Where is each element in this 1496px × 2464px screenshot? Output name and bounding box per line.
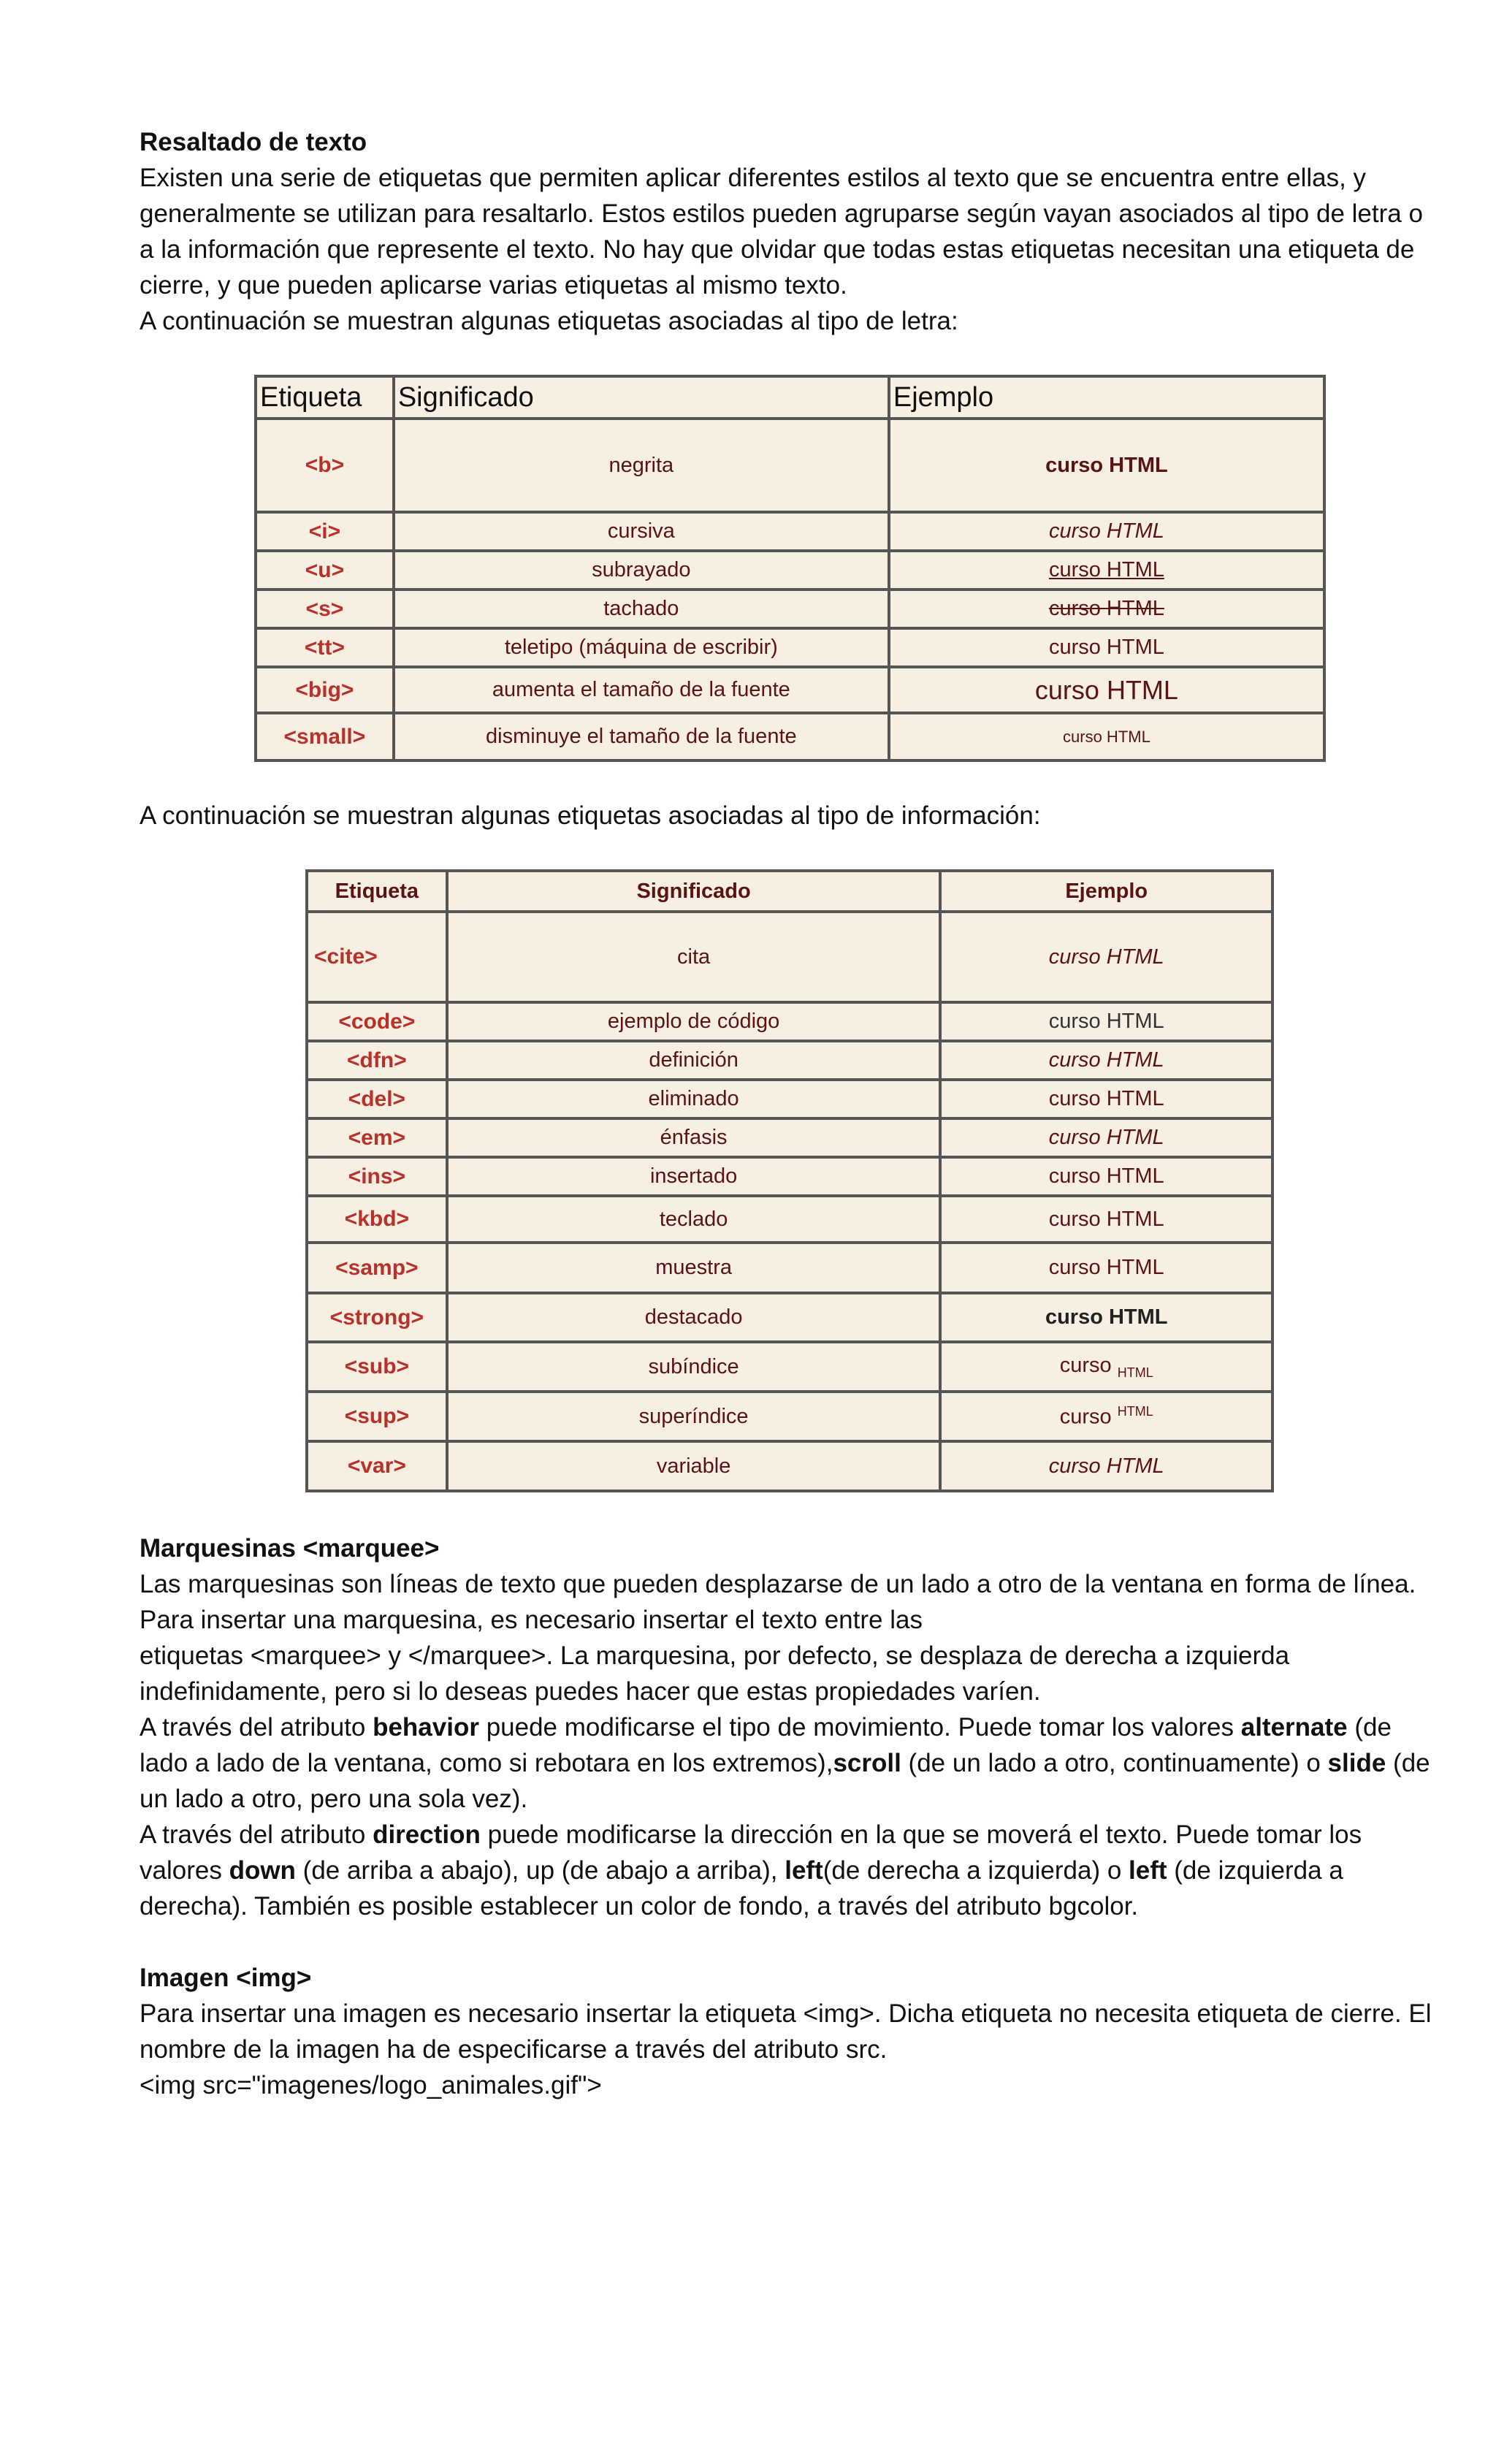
example-cell: curso HTML bbox=[940, 1080, 1272, 1118]
tag-cell: <cite> bbox=[307, 912, 447, 1002]
meaning-cell: subíndice bbox=[447, 1342, 941, 1392]
example-cell bbox=[940, 1342, 1272, 1392]
tag-cell: <u> bbox=[256, 551, 394, 590]
paragraph: A continuación se muestran algunas etiquetas asociadas al tipo de letra: bbox=[140, 307, 958, 335]
example-cell: curso HTML bbox=[940, 1196, 1272, 1243]
keyword: behavior bbox=[373, 1713, 479, 1742]
header-cell: Significado bbox=[394, 376, 889, 419]
meaning-cell: énfasis bbox=[447, 1118, 941, 1157]
tag-cell: <sub> bbox=[307, 1342, 447, 1392]
paragraph: etiquetas <marquee> y </marquee>. La marquesina, por defecto, se desplaza de derecha a izquierda indefinidamente, pero si lo deseas puedes hacer que estas propiedades varíen. bbox=[140, 1641, 1290, 1706]
meaning-cell: subrayado bbox=[394, 551, 889, 590]
example-cell bbox=[940, 1392, 1272, 1441]
tag-cell: <var> bbox=[307, 1441, 447, 1491]
meaning-cell: cursiva bbox=[394, 512, 889, 551]
keyword: left bbox=[1129, 1856, 1167, 1885]
table-row bbox=[307, 912, 1272, 1002]
section-title: Marquesinas <marquee> bbox=[140, 1534, 440, 1563]
meaning-cell: muestra bbox=[447, 1243, 941, 1293]
code-line: <img src="imagenes/logo_animales.gif"> bbox=[140, 2071, 602, 2099]
paragraph: Para insertar una imagen es necesario insertar la etiqueta <img>. Dicha etiqueta no necesita etiqueta de cierre. El nombre de la imagen ha de especificarse a través del atributo src. bbox=[140, 1999, 1432, 2064]
table-row bbox=[307, 1118, 1272, 1157]
tag-cell: <dfn> bbox=[307, 1041, 447, 1080]
meaning-cell: destacado bbox=[447, 1293, 941, 1342]
table-row bbox=[307, 1441, 1272, 1491]
header-cell: Etiqueta bbox=[307, 871, 447, 912]
tag-cell: <del> bbox=[307, 1080, 447, 1118]
example-base: curso bbox=[1059, 1353, 1112, 1377]
header-cell: Ejemplo bbox=[940, 871, 1272, 912]
tag-cell: <tt> bbox=[256, 628, 394, 667]
example-cell: curso HTML bbox=[940, 1118, 1272, 1157]
meaning-cell: ejemplo de código bbox=[447, 1002, 941, 1041]
tag-cell: <s> bbox=[256, 590, 394, 628]
meaning-cell: variable bbox=[447, 1441, 941, 1491]
keyword: left bbox=[785, 1856, 823, 1885]
table-row bbox=[256, 512, 1324, 551]
table-row bbox=[307, 1293, 1272, 1342]
table-row bbox=[307, 1080, 1272, 1118]
table-row bbox=[307, 1342, 1272, 1392]
example-cell: curso HTML bbox=[889, 419, 1324, 512]
font-tags-table bbox=[254, 375, 1326, 762]
keyword: direction bbox=[373, 1820, 481, 1849]
example-cell: curso HTML bbox=[889, 667, 1324, 713]
meaning-cell: definición bbox=[447, 1041, 941, 1080]
header-cell: Significado bbox=[447, 871, 941, 912]
meaning-cell: negrita bbox=[394, 419, 889, 512]
meaning-cell: eliminado bbox=[447, 1080, 941, 1118]
meaning-cell: disminuye el tamaño de la fuente bbox=[394, 713, 889, 760]
meaning-cell: tachado bbox=[394, 590, 889, 628]
example-cell: curso HTML bbox=[889, 551, 1324, 590]
info-tags-table bbox=[305, 869, 1274, 1492]
table-row bbox=[256, 713, 1324, 760]
example-cell: curso HTML bbox=[940, 1293, 1272, 1342]
intro-info-tags bbox=[140, 798, 1440, 834]
example-base: curso bbox=[1059, 1405, 1112, 1429]
table-row bbox=[256, 667, 1324, 713]
table-row bbox=[256, 419, 1324, 512]
table-header-row bbox=[307, 871, 1272, 912]
example-cell: curso HTML bbox=[889, 628, 1324, 667]
paragraph: A través del atributo behavior puede modificarse el tipo de movimiento. Puede tomar los valores alternate (de lado a lado de la ventana, como si rebotara en los extremos),scroll (de un lado a otro, continuamente) o slide (de un lado a otro, pero una sola vez). bbox=[140, 1713, 1430, 1813]
example-cell: curso HTML bbox=[889, 512, 1324, 551]
table-row bbox=[256, 590, 1324, 628]
meaning-cell: teletipo (máquina de escribir) bbox=[394, 628, 889, 667]
paragraph: Las marquesinas son líneas de texto que pueden desplazarse de un lado a otro de la ventana en forma de línea. Para insertar una marquesina, es necesario insertar el texto entre las bbox=[140, 1570, 1416, 1634]
table-header-row bbox=[256, 376, 1324, 419]
table-row bbox=[307, 1002, 1272, 1041]
tag-cell: <kbd> bbox=[307, 1196, 447, 1243]
meaning-cell: insertado bbox=[447, 1157, 941, 1196]
section-resaltado bbox=[140, 124, 1440, 339]
example-cell: curso HTML bbox=[940, 1157, 1272, 1196]
tag-cell: <code> bbox=[307, 1002, 447, 1041]
table-row bbox=[307, 1243, 1272, 1293]
meaning-cell: aumenta el tamaño de la fuente bbox=[394, 667, 889, 713]
header-cell: Ejemplo bbox=[889, 376, 1324, 419]
paragraph: A través del atributo direction puede modificarse la dirección en la que se moverá el texto. Puede tomar los valores down (de arriba a abajo), up (de abajo a arriba), left(de derecha a izquierda) o left (de izquierda a derecha). También es posible establecer un color de fondo, a través del atributo bgcolor. bbox=[140, 1820, 1362, 1921]
section-marquesinas bbox=[140, 1530, 1440, 1924]
keyword: slide bbox=[1327, 1749, 1386, 1777]
section-title: Resaltado de texto bbox=[140, 128, 367, 156]
table-row bbox=[307, 1157, 1272, 1196]
meaning-cell: cita bbox=[447, 912, 941, 1002]
table-row bbox=[307, 1041, 1272, 1080]
tag-cell: <samp> bbox=[307, 1243, 447, 1293]
tag-cell: <sup> bbox=[307, 1392, 447, 1441]
table-row bbox=[307, 1196, 1272, 1243]
section-title: Imagen <img> bbox=[140, 1964, 312, 1992]
example-cell: curso HTML bbox=[889, 590, 1324, 628]
keyword: alternate bbox=[1240, 1713, 1348, 1742]
example-superscript: HTML bbox=[1117, 1403, 1153, 1419]
tag-cell: <strong> bbox=[307, 1293, 447, 1342]
paragraph: Existen una serie de etiquetas que permiten aplicar diferentes estilos al texto que se encuentra entre ellas, y generalmente se utilizan para resaltarlo. Estos estilos pueden agruparse según vayan asociados al tipo de letra o a la información que represente el texto. No hay que olvidar que todas estas etiquetas necesitan una etiqueta de cierre, y que pueden aplicarse varias etiquetas al mismo texto. bbox=[140, 164, 1423, 300]
table-row bbox=[307, 1392, 1272, 1441]
table-row bbox=[256, 628, 1324, 667]
tag-cell: <i> bbox=[256, 512, 394, 551]
meaning-cell: teclado bbox=[447, 1196, 941, 1243]
tag-cell: <em> bbox=[307, 1118, 447, 1157]
table-row bbox=[256, 551, 1324, 590]
example-cell: curso HTML bbox=[940, 912, 1272, 1002]
example-cell: curso HTML bbox=[940, 1243, 1272, 1293]
tag-cell: <ins> bbox=[307, 1157, 447, 1196]
example-cell: curso HTML bbox=[940, 1002, 1272, 1041]
tag-cell: <small> bbox=[256, 713, 394, 760]
keyword: scroll bbox=[833, 1749, 901, 1777]
paragraph: A continuación se muestran algunas etiquetas asociadas al tipo de información: bbox=[140, 801, 1041, 830]
example-cell: curso HTML bbox=[940, 1441, 1272, 1491]
keyword: down bbox=[229, 1856, 296, 1885]
tag-cell: <big> bbox=[256, 667, 394, 713]
section-imagen bbox=[140, 1960, 1440, 2103]
example-cell: curso HTML bbox=[889, 713, 1324, 760]
example-subscript: HTML bbox=[1117, 1365, 1153, 1380]
example-cell: curso HTML bbox=[940, 1041, 1272, 1080]
tag-cell: <b> bbox=[256, 419, 394, 512]
header-cell: Etiqueta bbox=[256, 376, 394, 419]
meaning-cell: superíndice bbox=[447, 1392, 941, 1441]
